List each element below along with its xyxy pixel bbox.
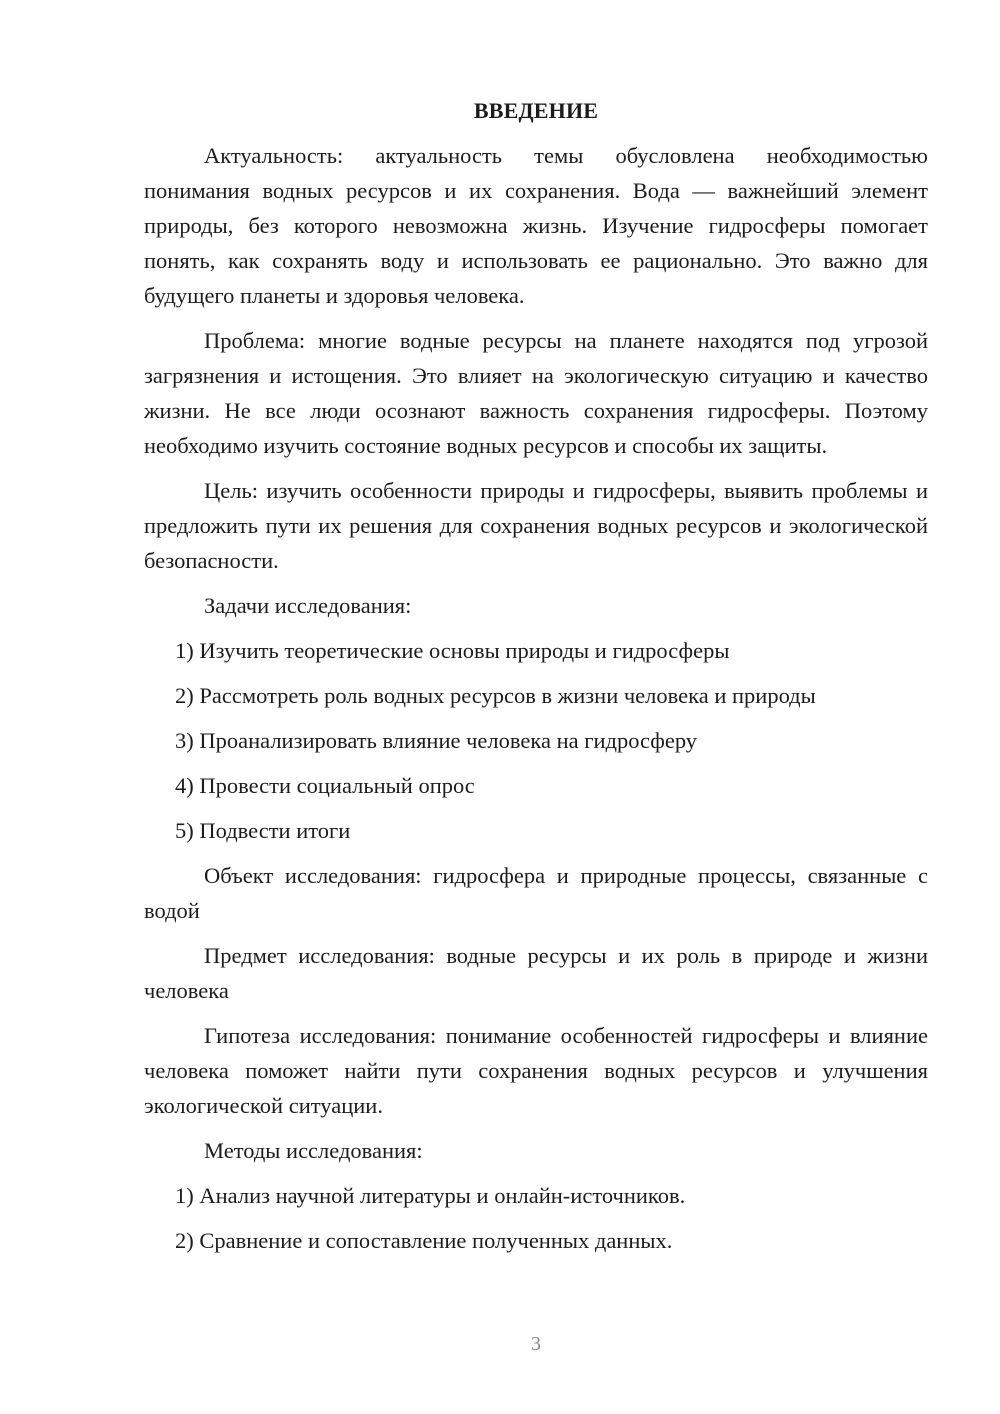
subject-paragraph: Предмет исследования: водные ресурсы и их роль в природе и жизни человека (144, 943, 928, 1003)
hypothesis-paragraph: Гипотеза исследования: понимание особенностей гидросферы и влияние человека поможет найти пути сохранения водных ресурсов и улучшения экологической ситуации. (144, 1023, 928, 1118)
task-item: 3) Проанализировать влияние человека на гидросферу (175, 728, 698, 753)
methods-heading: Методы исследования: (204, 1138, 423, 1163)
problem-paragraph: Проблема: многие водные ресурсы на планете находятся под угрозой загрязнения и истощения. Это влияет на экологическую ситуацию и качество жизни. Не все люди осознают важность сохранения гидросферы. Поэтому необходимо изучить состояние водных ресурсов и способы их защиты. (144, 328, 928, 458)
method-item: 1) Анализ научной литературы и онлайн-источников. (175, 1183, 686, 1208)
task-item: 5) Подвести итоги (175, 818, 351, 843)
page-number: 3 (531, 1333, 541, 1355)
goal-paragraph: Цель: изучить особенности природы и гидросферы, выявить проблемы и предложить пути их решения для сохранения водных ресурсов и экологической безопасности. (144, 478, 928, 573)
tasks-heading: Задачи исследования: (204, 593, 412, 618)
object-paragraph: Объект исследования: гидросфера и природные процессы, связанные с водой (144, 863, 928, 923)
task-item: 1) Изучить теоретические основы природы и гидросферы (175, 638, 730, 663)
relevance-paragraph: Актуальность: актуальность темы обусловлена необходимостью понимания водных ресурсов и их сохранения. Вода — важнейший элемент природы, без которого невозможна жизнь. Изучение гидросферы помогает понять, как сохранять воду и использовать ее рационально. Это важно для будущего планеты и здоровья человека. (144, 143, 928, 308)
task-item: 4) Провести социальный опрос (175, 773, 475, 798)
method-item: 2) Сравнение и сопоставление полученных данных. (175, 1228, 673, 1253)
page-title: ВВЕДЕНИЕ (473, 98, 599, 123)
page-content (144, 96, 928, 1268)
task-item: 2) Рассмотреть роль водных ресурсов в жизни человека и природы (175, 683, 816, 708)
